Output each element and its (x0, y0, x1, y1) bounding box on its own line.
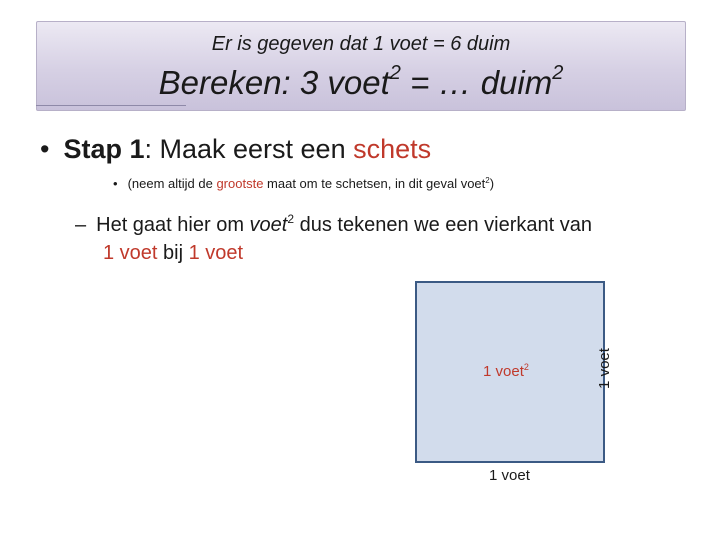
note-sup: 2 (485, 176, 490, 185)
title-given: Er is gegeven dat 1 voet = 6 duim (211, 33, 511, 55)
note-bullet (113, 176, 494, 191)
note-text-3: ) (489, 176, 495, 191)
bullet-marker: • (40, 134, 50, 164)
square-side-label: 1 voet (595, 348, 613, 389)
title-question-sup2: 2 (552, 62, 564, 84)
step-1-bullet (40, 134, 431, 165)
title-underline (36, 105, 186, 106)
step-label: Stap 1 (63, 134, 145, 164)
explanation-italic: voet (249, 214, 288, 236)
square-area-text: 1 voet (483, 363, 524, 380)
explanation-text-3: bij (157, 242, 189, 264)
explanation-line-2 (103, 239, 695, 267)
square-area-sup: 2 (523, 362, 529, 372)
note-highlight: grootste (216, 176, 264, 191)
note-text-1: (neem altijd de (127, 176, 217, 191)
explanation-red-1: 1 voet (103, 242, 158, 264)
title-question-part2: = … duim (400, 64, 553, 101)
explanation-text-1: Het gaat hier om (96, 214, 250, 236)
step-text: : Maak eerst een (144, 134, 354, 164)
square-bottom-label: 1 voet (489, 467, 530, 484)
explanation-red-2: 1 voet (188, 242, 244, 264)
title-box (36, 21, 686, 111)
title-question-sup1: 2 (389, 62, 401, 84)
square-area-label (483, 362, 529, 380)
explanation-sup: 2 (287, 212, 295, 226)
note-marker: • (113, 176, 118, 191)
step-highlight: schets (353, 134, 432, 164)
title-question-part1: Bereken: 3 voet (158, 64, 390, 101)
explanation-bullet (75, 205, 695, 267)
explanation-marker: – (75, 214, 87, 236)
note-text-2: maat om te schetsen, in dit geval voet (263, 176, 486, 191)
title-question (37, 62, 685, 102)
explanation-text-2: dus tekenen we een vierkant van (294, 214, 593, 236)
